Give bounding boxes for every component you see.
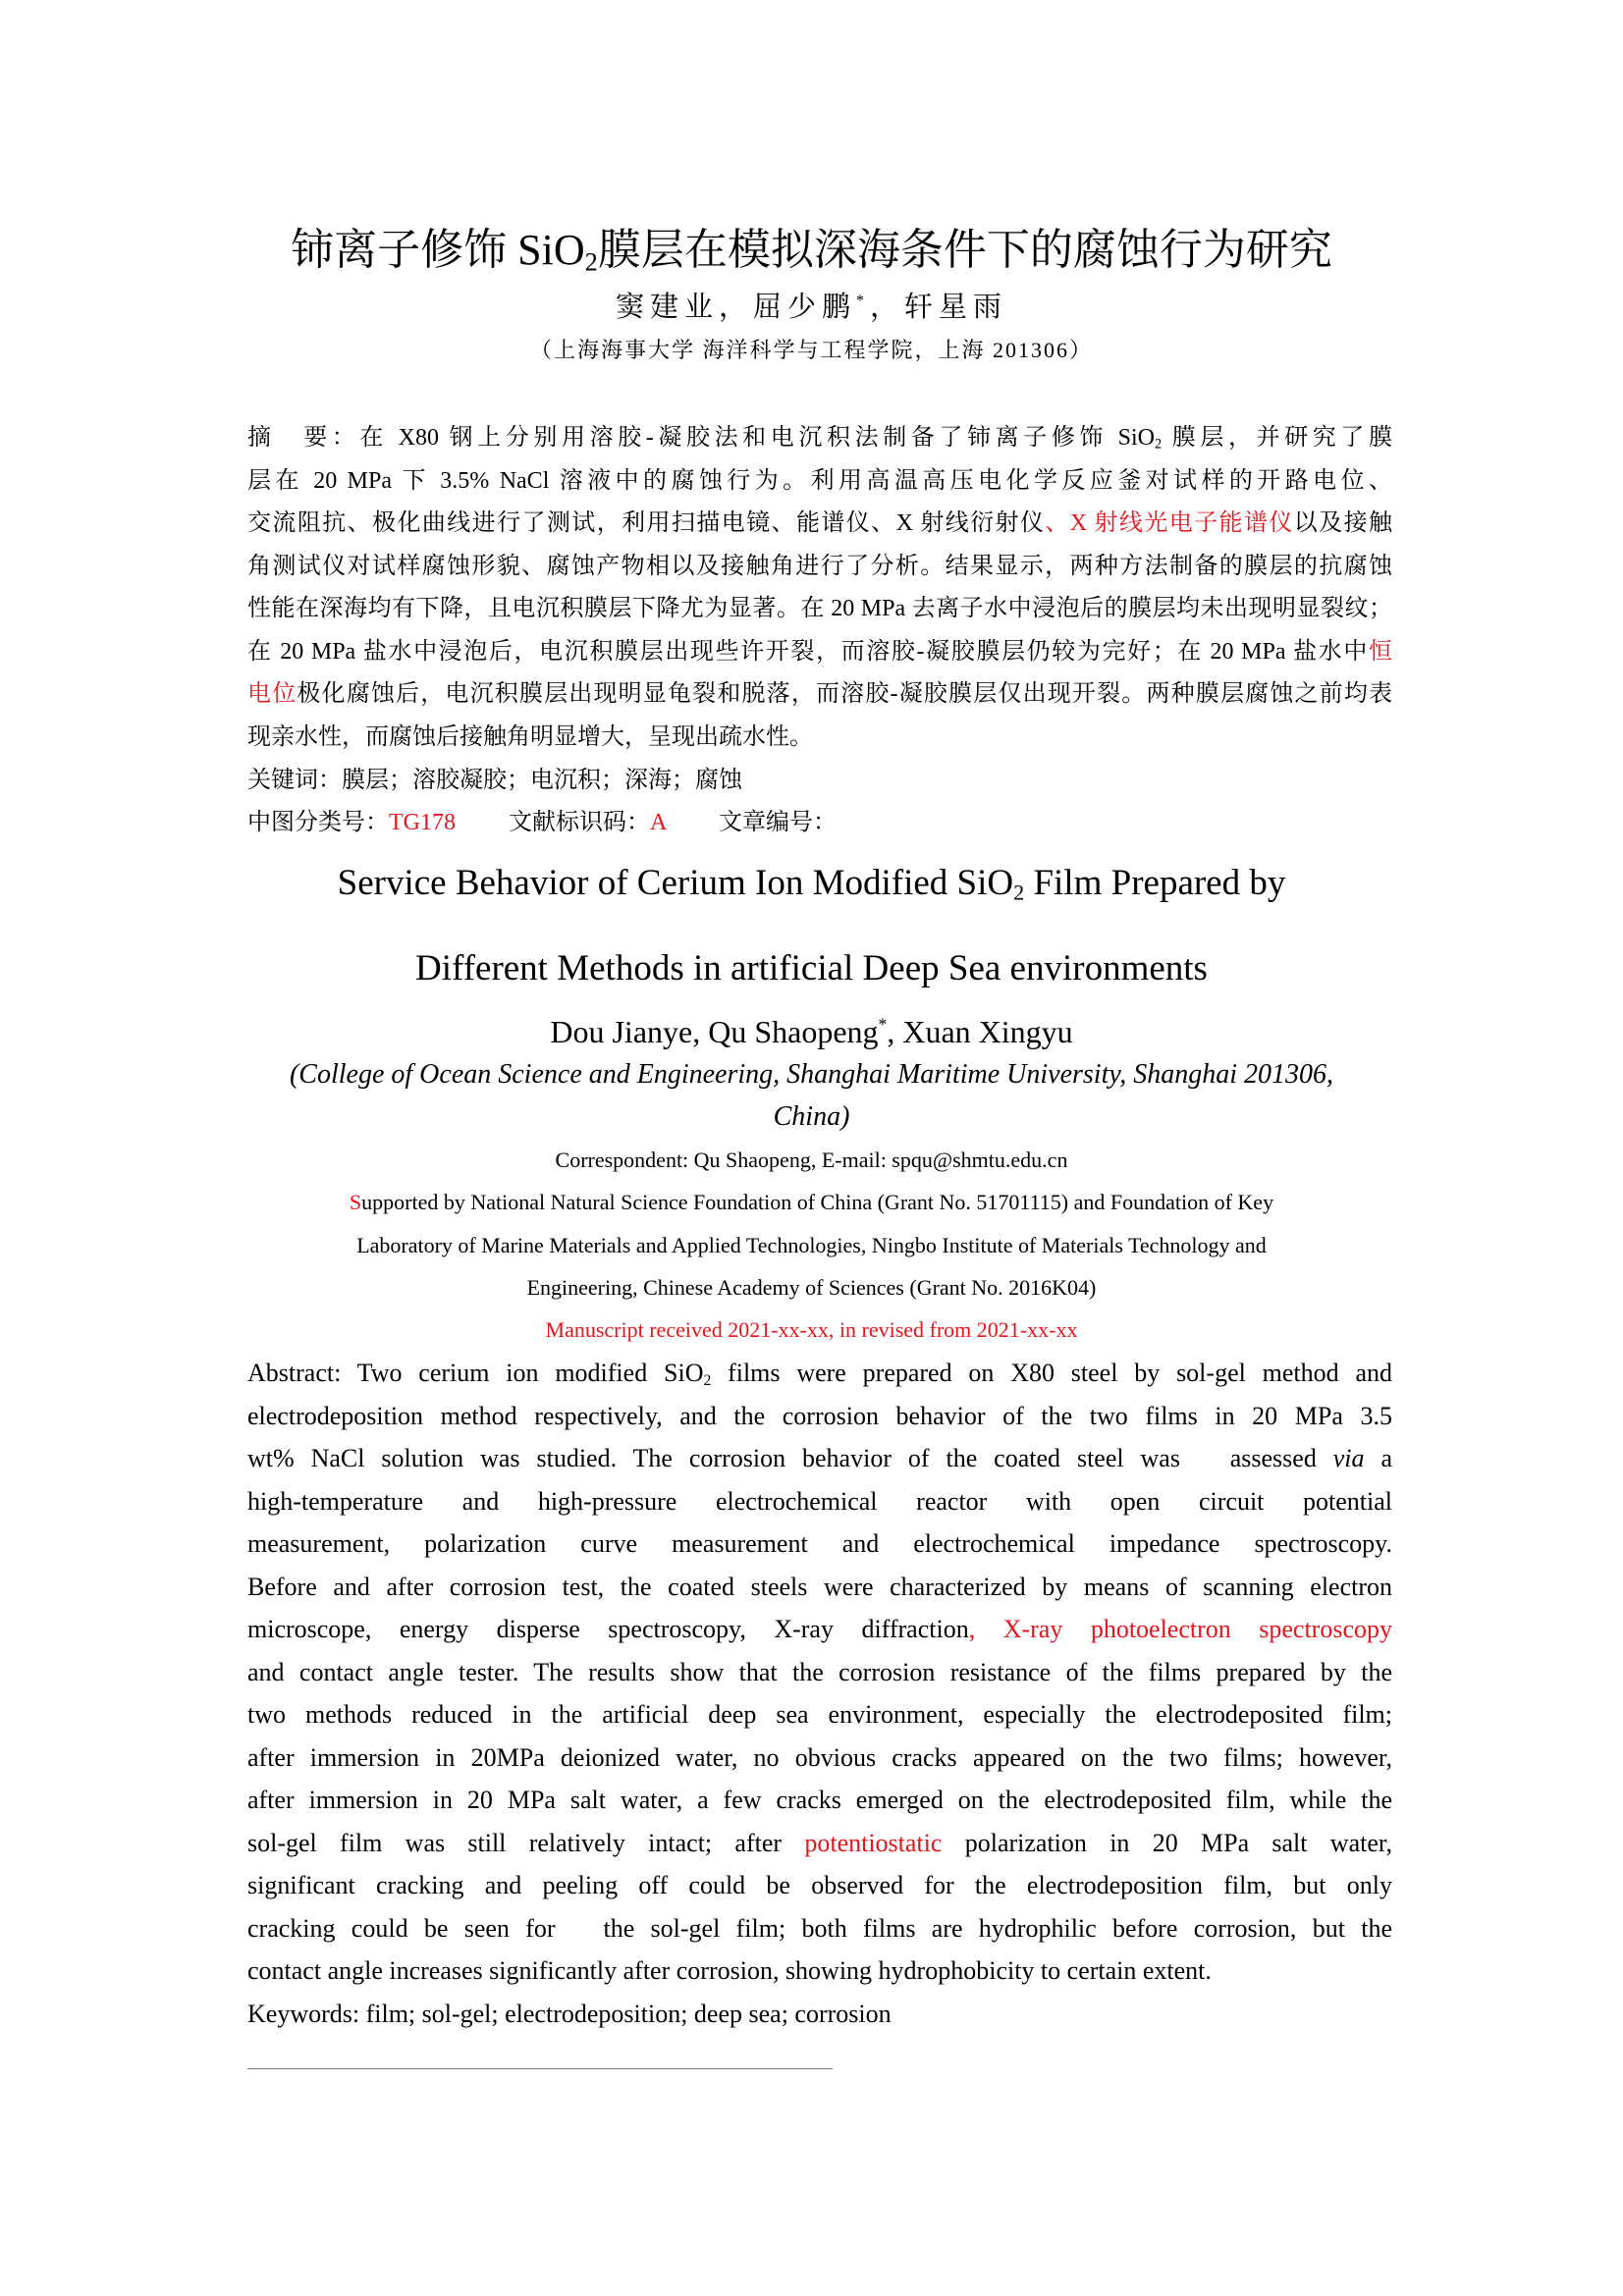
- abstract-line: [247, 1658, 1392, 1687]
- text: 在 20 MPa 盐水中浸泡后，电沉积膜层出现些许开裂，而溶胶-凝胶膜层仍较为完好；在 20 MPa 盐水中: [247, 639, 1369, 665]
- chinese-title: [0, 214, 1623, 277]
- footnote-divider: [247, 2068, 833, 2069]
- chinese-affiliation: （上海海事大学 海洋科学与工程学院，上海 201306）: [529, 338, 1093, 362]
- text: cracking could be seen for the sol-gel film; both films are hydrophilic before corrosion, but the: [247, 1914, 1392, 1943]
- subscript: 2: [703, 1371, 712, 1389]
- abstract-line: [247, 546, 1392, 580]
- classification-row: [247, 802, 1392, 836]
- abstract-line: [247, 1914, 1392, 1944]
- abstract-line: [247, 1743, 1392, 1773]
- text: significant cracking and peeling off could be observed for the electrodeposition film, but only: [247, 1871, 1392, 1899]
- text: high-temperature and high-pressure electrochemical reactor with open circuit potential: [247, 1487, 1392, 1516]
- text: after immersion in 20MPa deionized water, no obvious cracks appeared on the two films; however,: [247, 1743, 1392, 1772]
- text: Before and after corrosion test, the coated steels were characterized by means of scanning electron: [247, 1573, 1392, 1601]
- text: 交流阻抗、极化曲线进行了测试，利用扫描电镜、能谱仪、X 射线衍射仪: [247, 510, 1046, 536]
- highlighted-text: 恒: [1369, 639, 1392, 665]
- corresponding-mark: *: [856, 292, 870, 309]
- text: Abstract: Two cerium ion modified SiO: [247, 1359, 704, 1387]
- abstract-line: [247, 1956, 1392, 1986]
- abstract-line: [247, 1573, 1392, 1602]
- text: 膜层，并研究了膜: [1162, 425, 1393, 451]
- text: Service Behavior of Cerium Ion Modified SiO: [337, 863, 1014, 903]
- abstract-line: [247, 1700, 1392, 1730]
- highlighted-text: S: [349, 1190, 362, 1214]
- text: sol-gel film was still relatively intact; after: [247, 1829, 805, 1857]
- text: microscope, energy disperse spectroscopy, X-ray diffraction: [247, 1615, 969, 1643]
- text: , Xuan Xingyu: [887, 1014, 1073, 1049]
- abstract-line: [247, 1529, 1392, 1559]
- highlighted-text: 电位: [247, 681, 298, 707]
- text: 摘 要：在 X80 钢上分别用溶胶-凝胶法和电沉积法制备了铈离子修饰 SiO: [247, 425, 1155, 451]
- text: wt% NaCl solution was studied. The corrosion behavior of the coated steel was assessed: [247, 1444, 1333, 1472]
- text: upported by National Natural Science Foundation of China (Grant No. 51701115) and Foundation of Key: [361, 1190, 1274, 1214]
- support-line3: Engineering, Chinese Academy of Sciences (Grant No. 2016K04): [526, 1275, 1097, 1300]
- corresponding-mark: *: [878, 1014, 888, 1035]
- highlighted-text: 、X 射线光电子能谱仪: [1045, 510, 1294, 536]
- text: films were prepared on X80 steel by sol-gel method and: [711, 1359, 1392, 1387]
- authors-text: ，轩星雨: [869, 292, 1007, 323]
- subscript: 2: [1154, 436, 1163, 453]
- abstract-line: [247, 588, 1392, 622]
- subscript: 2: [584, 246, 598, 277]
- text: 现亲水性，而腐蚀后接触角明显增大，呈现出疏水性。: [247, 724, 813, 750]
- english-affiliation-line2: China): [773, 1101, 850, 1132]
- text: two methods reduced in the artificial deep sea environment, especially the electrodeposited film;: [247, 1700, 1392, 1729]
- highlighted-text: potentiostatic: [804, 1829, 943, 1857]
- text: and contact angle tester. The results show that the corrosion resistance of the films prepared by the: [247, 1658, 1392, 1686]
- english-title-line1: [0, 862, 1623, 904]
- abstract-line: [247, 503, 1392, 537]
- text: a: [1364, 1444, 1392, 1472]
- english-title-line2: Different Methods in artificial Deep Sea environments: [415, 948, 1208, 988]
- text: 极化腐蚀后，电沉积膜层出现明显龟裂和脱落，而溶胶-凝胶膜层仅出现开裂。两种膜层腐蚀之前均表: [297, 681, 1393, 707]
- text: Dou Jianye, Qu Shaopeng: [550, 1014, 879, 1049]
- italic-text: via: [1332, 1444, 1365, 1472]
- text: 以及接触: [1293, 510, 1392, 536]
- abstract-line: [247, 1487, 1392, 1517]
- text: measurement, polarization curve measurement and electrochemical impedance spectroscopy.: [247, 1529, 1392, 1558]
- abstract-line: [247, 1402, 1392, 1431]
- abstract-line: [247, 1615, 1392, 1644]
- text: contact angle increases significantly after corrosion, showing hydrophobicity to certain extent.: [247, 1956, 1212, 1985]
- clc-value: TG178: [389, 810, 456, 835]
- manuscript-dates: Manuscript received 2021-xx-xx, in revised from 2021-xx-xx: [545, 1317, 1078, 1342]
- clc-label: 中图分类号：: [247, 810, 389, 835]
- abstract-line: [247, 1359, 1392, 1388]
- abstract-line: [247, 717, 1392, 751]
- title-text: 铈离子修饰 SiO: [291, 226, 585, 274]
- text: Film Prepared by: [1024, 863, 1286, 903]
- article-no-label: 文章编号：: [719, 810, 838, 835]
- authors-text: 窦建业，屈少鹏: [616, 292, 857, 323]
- abstract-line: [247, 1829, 1392, 1858]
- abstract-line: [247, 673, 1392, 708]
- text: electrodeposition method respectively, and the corrosion behavior of the two films in 20 MPa 3.5: [247, 1402, 1392, 1430]
- chinese-authors: [0, 285, 1623, 325]
- text: after immersion in 20 MPa salt water, a few cracks emerged on the electrodeposited film, while the: [247, 1786, 1392, 1814]
- text: polarization in 20 MPa salt water,: [942, 1829, 1392, 1857]
- support-line1: [0, 1190, 1623, 1215]
- chinese-keywords: 关键词：膜层；溶胶凝胶；电沉积；深海；腐蚀: [247, 768, 742, 793]
- doc-code-label: 文献标识码：: [509, 810, 650, 835]
- text: 角测试仪对试样腐蚀形貌、腐蚀产物相以及接触角进行了分析。结果显示，两种方法制备的膜层的抗腐蚀: [247, 554, 1392, 579]
- text: 层在 20 MPa 下 3.5% NaCl 溶液中的腐蚀行为。利用高温高压电化学反应釜对试样的开路电位、: [247, 468, 1392, 494]
- abstract-line: [247, 1871, 1392, 1900]
- english-affiliation-line1: (College of Ocean Science and Engineering, Shanghai Maritime University, Shanghai 201306,: [289, 1059, 1334, 1090]
- doc-code-value: A: [650, 810, 667, 835]
- english-authors: [0, 1014, 1623, 1050]
- abstract-line: [247, 1444, 1392, 1473]
- title-text: 膜层在模拟深海条件下的腐蚀行为研究: [597, 226, 1332, 274]
- abstract-line: [247, 1786, 1392, 1815]
- abstract-line: [247, 460, 1392, 495]
- highlighted-text: , X-ray photoelectron spectroscopy: [968, 1615, 1392, 1643]
- correspondent: Correspondent: Qu Shaopeng, E-mail: spqu@shmtu.edu.cn: [555, 1148, 1068, 1172]
- support-line2: Laboratory of Marine Materials and Applied Technologies, Ningbo Institute of Materials Technology and: [356, 1233, 1267, 1257]
- subscript: 2: [1013, 880, 1025, 905]
- abstract-line: [247, 417, 1392, 452]
- abstract-line: [247, 631, 1392, 666]
- english-keywords: Keywords: film; sol-gel; electrodeposition; deep sea; corrosion: [247, 2000, 892, 2028]
- text: 性能在深海均有下降，且电沉积膜层下降尤为显著。在 20 MPa 去离子水中浸泡后的膜层均未出现明显裂纹；: [247, 596, 1392, 621]
